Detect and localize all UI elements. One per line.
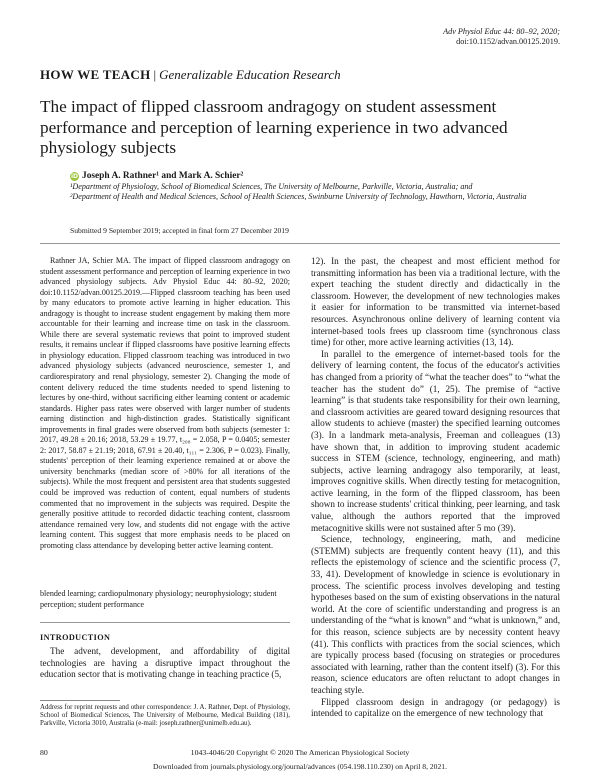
affiliation-2: ²Department of Health and Medical Sciences, School of Health Sciences, Swinburne University of Technology, Hawthorn, Victoria, Australia	[70, 192, 527, 202]
author-names: Joseph A. Rathner¹ and Mark A. Schier²	[82, 171, 244, 181]
author-line	[70, 171, 243, 181]
right-column	[311, 256, 560, 720]
affiliation-1: ¹Department of Physiology, School of Biomedical Sciences, The University of Melbourne, Parkville, Victoria, Australia; and	[70, 182, 473, 191]
header-divider	[40, 243, 560, 244]
page-number: 80	[40, 748, 48, 757]
orcid-icon[interactable]: iD	[70, 172, 79, 180]
abstract	[40, 256, 290, 551]
correspondence-footnote: Address for reprint requests and other correspondence: J. A. Rathner, Dept. of Physiology, School of Biomedical Sciences, The University of Melbourne, Medical Building (181), Parkville, Victoria 3010, Australia (e-mail: joseph.rathner@unimelb.edu.au).	[40, 704, 290, 728]
section-separator: |	[153, 67, 157, 82]
article-title: The impact of flipped classroom andragogy on student assessment performance and perception of learning experience in two advanced physiology subjects	[40, 97, 508, 157]
paragraph-4: Flipped classroom design in andragogy (or pedagogy) is intended to capitalize on the emergence of new technology that	[311, 696, 560, 719]
section-subtitle: Generalizable Education Research	[159, 67, 341, 82]
section-heading	[40, 67, 341, 83]
keywords: blended learning; cardiopulmonary physiology; neurophysiology; student perception; student performance	[40, 589, 277, 609]
journal-doi[interactable]: doi:10.1152/advan.00125.2019.	[456, 37, 560, 46]
section-label: HOW WE TEACH	[40, 67, 151, 82]
journal-citation	[443, 27, 560, 47]
download-notice[interactable]: Downloaded from journals.physiology.org/journal/advances (054.198.110.230) on April 8, 2021.	[153, 762, 447, 771]
submission-dates: Submitted 9 September 2019; accepted in final form 27 December 2019	[70, 226, 289, 235]
paragraph-1: 12). In the past, the cheapest and most efficient method for transmitting information has been via a traditional lecture, with the expert teaching the student directly and didactically in the classroom. However, the development of new technologies makes it easier for information to be transmitted via internet-based resources. Asynchronous online delivery of learning content via internet-based tools frees up classroom time (synchronous class time) for other, more active learning activities (13, 14).	[311, 256, 560, 348]
affiliations	[70, 182, 560, 203]
footnote-divider	[40, 700, 120, 701]
introduction-text: The advent, development, and affordability of digital technologies are having a disruptive impact throughout the education sector that is motivating change in teaching practice (5,	[40, 646, 290, 680]
copyright-line: 1043-4046/20 Copyright © 2020 The American Physiological Society	[190, 748, 410, 757]
abstract-text: Rathner JA, Schier MA. The impact of flipped classroom andragogy on student assessment performance and perception of learning experience in two advanced physiology subjects. Adv Physiol Educ 44: 80–92, 2020; doi:10.1152/advan.00125.2019.—Flipped classroom teaching has been used by many educators to promote active learning in higher education. This andragogy is thought to increase student engagement by making them more accountable for their learning and increase time on task in the classroom. While there are several systematic reviews that point to improved student results, it remains unclear if flipped classrooms have positive learning effects in physiology education. Flipped classroom teaching was introduced in two advanced physiology subjects (advanced neuroscience, semester 1, and cardiorespiratory and renal physiology, semester 2). Changing the mode of content delivery reduced the time students needed to spend listening to lectures by one-third, without sacrificing either learning content or academic standards. Higher pass rates were observed with larger number of students earning distinction and high-distinction grades. Statistically significant improvements in final grades were observed from both subjects (semester 1: 2017, 49.28 ± 20.16; 2018, 53.29 ± 19.77, t₂₀₈ = 2.058, P = 0.0405; semester 2: 2017, 58.87 ± 21.19; 2018, 67.91 ± 20.40, t₁₁₁ = 2.306, P = 0.023). Finally, students' perception of their learning experience remained at or above the university benchmarks (median score of >80% for all iterations of the subjects). While the most frequent and persistent area that students suggested could be improved was reduction of content, equal numbers of students commented that no improvement in the subjects was required. Despite the generally positive attitude to recorded didactic teaching content, classroom attendance remained very low, and students did not engage with the active learning content. This suggest that more emphasis needs to be placed on promoting class attendance by developing better active learning content.	[40, 256, 290, 550]
paragraph-3: Science, technology, engineering, math, and medicine (STEMM) subjects are frequently content heavy (11), and this reflects the epistemology of science and the scientific process (7, 33, 41). Development of knowledge in science is evolutionary in process. The scientific process involves developing and testing hypotheses based on the sum of existing observations in the natural world. At the core of scientific understanding and progress is an understanding of the “what is known” and “what is unknown,” and, for this reason, science subjects are by necessity content heavy (41). This conflicts with practices from the social sciences, which are typically process based (focusing on strategies or procedures associated with learning, rather than the content itself) (3). For this reason, science educators are often reluctant to adopt changes in teaching style.	[311, 534, 560, 695]
abstract-divider	[40, 622, 290, 623]
journal-citation-text: Adv Physiol Educ 44: 80–92, 2020;	[443, 27, 560, 36]
paragraph-2: In parallel to the emergence of internet-based tools for the delivery of learning content, the focus of the educator's activities has changed from a priority of “what the teacher does” to “what the teacher has the student do” (1, 25). The premise of “active learning” is that students take responsibility for their own learning, and classroom activities are geared toward designing resources that allow students to achieve (master) the specified learning outcomes (3). In a landmark meta-analysis, Freeman and colleagues (13) have shown that, in addition to improving student academic success in STEM (science, technology, engineering, and math) subjects, active learning andragogy also temporarily, at least, improves cognitive skills. When directly testing for metacognition, active learning, in the form of the flipped classroom, has been shown to increase students' critical thinking, peer learning, and task value, although the authors reported that the improved metacognitive skills were not sustained after 5 mo (39).	[311, 348, 560, 533]
introduction-heading: INTRODUCTION	[40, 633, 111, 642]
